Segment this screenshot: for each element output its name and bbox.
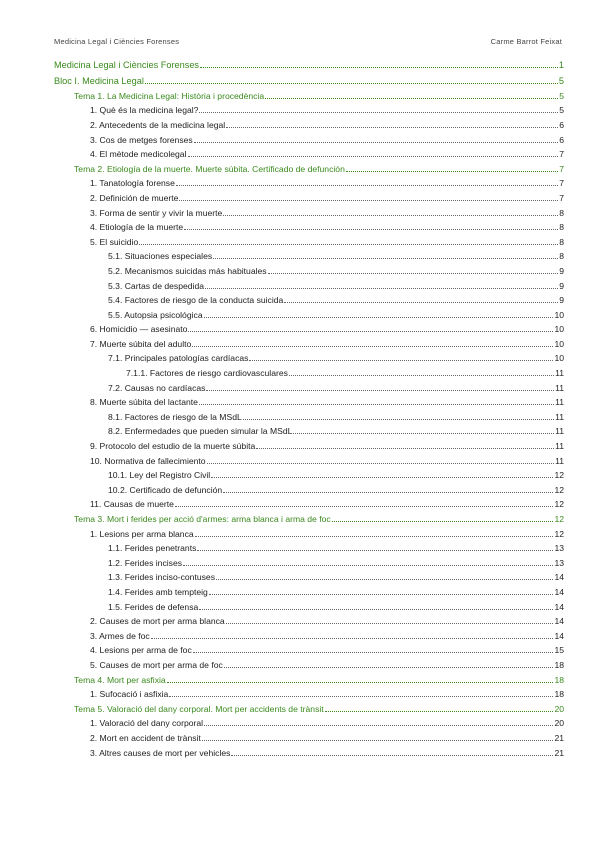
toc-entry-title: 4. Etiología de la muerte bbox=[90, 222, 184, 233]
toc-page-number: 9 bbox=[559, 280, 564, 291]
dot-leader bbox=[289, 375, 554, 376]
dot-leader bbox=[145, 83, 558, 84]
toc-page-number: 8 bbox=[559, 222, 564, 233]
toc-entry-title: 5.1. Situaciones especiales bbox=[108, 251, 213, 262]
toc-entry-title: 4. El mètode medicolegal bbox=[90, 149, 187, 160]
dot-leader bbox=[223, 492, 553, 493]
toc-entry-title: 3. Forma de sentir y vivir la muerte bbox=[90, 207, 223, 218]
toc-entry-title: 11. Causas de muerte bbox=[90, 499, 174, 510]
toc-page-number: 8 bbox=[559, 251, 564, 262]
toc-page-number: 15 bbox=[554, 645, 564, 656]
toc-entry-title: 2. Definición de muerte bbox=[90, 192, 179, 203]
toc-page-number: 7 bbox=[559, 192, 564, 203]
toc-entry-link[interactable] bbox=[54, 744, 564, 759]
toc-entry-title: 1. Lesions per arma blanca bbox=[90, 528, 194, 539]
dot-leader bbox=[226, 127, 558, 128]
toc-page-number: 14 bbox=[554, 630, 564, 641]
toc-entry-link[interactable] bbox=[54, 102, 564, 117]
toc-page-number: 20 bbox=[554, 718, 564, 729]
dot-leader bbox=[211, 477, 553, 478]
toc-page-number: 7 bbox=[559, 163, 564, 174]
toc-entry-title: 1.1. Ferides penetrants bbox=[108, 543, 197, 554]
toc-entry-title: 2. Causes de mort per arma blanca bbox=[90, 616, 225, 627]
toc-entry-link[interactable] bbox=[54, 364, 564, 379]
dot-leader bbox=[179, 200, 558, 201]
toc-entry-link[interactable] bbox=[54, 554, 564, 569]
toc-page-number: 21 bbox=[554, 732, 564, 743]
toc-page-number: 12 bbox=[554, 514, 564, 524]
dot-leader bbox=[199, 404, 554, 405]
toc-entry-title: 10.1. Ley del Registro Civil bbox=[108, 470, 211, 481]
toc-entry-link[interactable] bbox=[54, 423, 564, 438]
toc-page-number: 12 bbox=[554, 470, 564, 481]
toc-entry-title: 1.5. Ferides de defensa bbox=[108, 601, 199, 612]
toc-entry-title: Tema 4. Mort per asfixia bbox=[74, 674, 166, 685]
toc-page-number: 12 bbox=[554, 484, 564, 495]
toc-heading-link[interactable] bbox=[54, 700, 564, 715]
dot-leader bbox=[223, 215, 558, 216]
dot-leader bbox=[193, 652, 554, 653]
toc-entry-link[interactable] bbox=[54, 452, 564, 467]
toc-page-number: 9 bbox=[559, 265, 564, 276]
toc-entry-title: 3. Armes de foc bbox=[90, 630, 150, 641]
toc-entry-link[interactable] bbox=[54, 642, 564, 657]
dot-leader bbox=[216, 579, 553, 580]
toc-entry-title: 1. Valoració del dany corporal bbox=[90, 718, 204, 729]
toc-entry-link[interactable] bbox=[54, 116, 564, 131]
toc-entry-link[interactable] bbox=[54, 715, 564, 730]
toc-page-number: 8 bbox=[559, 207, 564, 218]
toc-heading-link[interactable] bbox=[54, 671, 564, 686]
dot-leader bbox=[199, 112, 558, 113]
toc-entry-link[interactable] bbox=[54, 496, 564, 511]
toc-entry-link[interactable] bbox=[54, 175, 564, 190]
header-title: Medicina Legal i Ciències Forenses bbox=[54, 37, 180, 46]
toc-entry-title: 4. Lesions per arma de foc bbox=[90, 645, 192, 656]
toc-entry-link[interactable] bbox=[54, 627, 564, 642]
toc-page-number: 12 bbox=[554, 528, 564, 539]
dot-leader bbox=[256, 448, 554, 449]
toc-entry-link[interactable] bbox=[54, 335, 564, 350]
toc-entry-title: Tema 2. Etiología de la muerte. Muerte súbita. Certificado de defunción bbox=[74, 163, 345, 174]
toc-page-number: 11 bbox=[555, 411, 564, 422]
toc-page-number: 11 bbox=[555, 426, 564, 437]
toc-entry-title: 1. Sufocació i asfixia bbox=[90, 689, 169, 700]
toc-page-number: 14 bbox=[554, 601, 564, 612]
toc-entry-link[interactable] bbox=[54, 656, 564, 671]
toc-entry-link[interactable] bbox=[54, 729, 564, 744]
toc-entry-link[interactable] bbox=[54, 189, 564, 204]
toc-page-number: 6 bbox=[559, 119, 564, 130]
dot-leader bbox=[207, 463, 554, 464]
toc-page-number: 14 bbox=[554, 586, 564, 597]
toc-entry-title: 7. Muerte súbita del adulto bbox=[90, 338, 192, 349]
toc-entry-link[interactable] bbox=[54, 146, 564, 161]
toc-page-number: 11 bbox=[555, 397, 564, 408]
dot-leader bbox=[213, 258, 558, 259]
dot-leader bbox=[231, 755, 553, 756]
dot-leader bbox=[226, 623, 554, 624]
toc-page-number: 10 bbox=[554, 353, 564, 364]
toc-entry-title: 1.4. Ferides amb tempteig bbox=[108, 586, 208, 597]
dot-leader bbox=[332, 521, 554, 522]
dot-leader bbox=[192, 346, 553, 347]
toc-page-number: 5 bbox=[558, 76, 564, 87]
dot-leader bbox=[200, 67, 558, 68]
toc-entry-title: 7.1. Principales patologías cardíacas bbox=[108, 353, 249, 364]
toc-page-number: 7 bbox=[559, 149, 564, 160]
toc-page-number: 10 bbox=[554, 324, 564, 335]
toc-entry-link[interactable] bbox=[54, 262, 564, 277]
dot-leader bbox=[195, 536, 554, 537]
toc-entry-title: 5.3. Cartas de despedida bbox=[108, 280, 205, 291]
toc-entry-link[interactable] bbox=[54, 686, 564, 701]
dot-leader bbox=[197, 550, 553, 551]
toc-heading-link[interactable] bbox=[54, 87, 564, 102]
toc-entry-link[interactable] bbox=[54, 583, 564, 598]
toc-entry-title: 1.3. Ferides inciso-contuses bbox=[108, 572, 215, 583]
toc-entry-title: 1. Tanatología forense bbox=[90, 178, 175, 189]
dot-leader bbox=[202, 740, 554, 741]
toc-entry-title: 2. Mort en accident de trànsit bbox=[90, 732, 201, 743]
toc-entry-link[interactable] bbox=[54, 248, 564, 263]
toc-page-number: 10 bbox=[554, 338, 564, 349]
dot-leader bbox=[325, 711, 554, 712]
dot-leader bbox=[194, 142, 559, 143]
dot-leader bbox=[176, 185, 558, 186]
toc-page-number: 5 bbox=[559, 105, 564, 116]
toc-entry-title: 1.2. Ferides incises bbox=[108, 557, 183, 568]
toc-entry-link[interactable] bbox=[54, 408, 564, 423]
dot-leader bbox=[188, 331, 553, 332]
dot-leader bbox=[293, 433, 554, 434]
toc-entry-link[interactable] bbox=[54, 467, 564, 482]
dot-leader bbox=[204, 725, 553, 726]
running-header bbox=[54, 37, 562, 49]
toc-entry-title: 5.5. Autopsia psicológica bbox=[108, 309, 203, 320]
toc-entry-title: 5.2. Mecanismos suicidas más habituales bbox=[108, 265, 267, 276]
toc-page-number: 8 bbox=[559, 236, 564, 247]
dot-leader bbox=[183, 565, 553, 566]
toc-entry-link[interactable] bbox=[54, 277, 564, 292]
toc-entry-title: 10. Normativa de fallecimiento bbox=[90, 455, 206, 466]
toc-entry-title: 8.1. Factores de riesgo de la MSdL bbox=[108, 411, 242, 422]
toc-entry-link[interactable] bbox=[54, 204, 564, 219]
dot-leader bbox=[268, 273, 559, 274]
header-author: Carme Barrot Feixat bbox=[490, 37, 562, 46]
toc-page-number: 11 bbox=[555, 382, 564, 393]
toc-entry-title: 3. Altres causes de mort per vehicles bbox=[90, 747, 231, 758]
toc-page-number: 12 bbox=[554, 499, 564, 510]
toc-heading-link[interactable] bbox=[54, 73, 564, 88]
dot-leader bbox=[188, 156, 559, 157]
toc-page-number: 11 bbox=[555, 455, 564, 466]
dot-leader bbox=[249, 360, 553, 361]
dot-leader bbox=[265, 98, 558, 99]
toc-entry-link[interactable] bbox=[54, 379, 564, 394]
toc-page-number: 6 bbox=[559, 134, 564, 145]
toc-entry-title: Tema 5. Valoració del dany corporal. Mort per accidents de trànsit bbox=[74, 703, 324, 714]
toc-page-number: 14 bbox=[554, 572, 564, 583]
toc-page-number: 11 bbox=[555, 368, 564, 379]
toc-entry-title: 5. Causes de mort per arma de foc bbox=[90, 659, 223, 670]
toc-entry-title: Tema 1. La Medicina Legal: Història i procedència bbox=[74, 90, 265, 101]
toc-entry-link[interactable] bbox=[54, 233, 564, 248]
toc-entry-title: 2. Antecedents de la medicina legal bbox=[90, 119, 226, 130]
dot-leader bbox=[139, 244, 558, 245]
dot-leader bbox=[204, 317, 554, 318]
toc-page-number: 10 bbox=[554, 309, 564, 320]
dot-leader bbox=[167, 682, 554, 683]
toc-entry-link[interactable] bbox=[54, 525, 564, 540]
toc-entry-title: 10.2. Certificado de defunción bbox=[108, 484, 223, 495]
toc-page-number: 11 bbox=[555, 441, 564, 452]
toc-entry-title: Bloc I. Medicina Legal bbox=[54, 76, 144, 87]
toc-heading-link[interactable] bbox=[54, 56, 564, 71]
toc-entry-link[interactable] bbox=[54, 437, 564, 452]
toc-entry-title: 6. Homicidio — asesinato bbox=[90, 324, 188, 335]
toc-entry-title: 7.1.1. Factores de riesgo cardiovasculares bbox=[126, 368, 288, 379]
toc-entry-title: 7.2. Causas no cardíacas bbox=[108, 382, 206, 393]
toc-entry-link[interactable] bbox=[54, 350, 564, 365]
toc-page-number: 1 bbox=[558, 59, 564, 70]
dot-leader bbox=[206, 390, 554, 391]
toc-entry-link[interactable] bbox=[54, 131, 564, 146]
toc-entry-link[interactable] bbox=[54, 219, 564, 234]
dot-leader bbox=[199, 609, 553, 610]
toc-entry-link[interactable] bbox=[54, 321, 564, 336]
toc-entry-link[interactable] bbox=[54, 569, 564, 584]
toc-entry-link[interactable] bbox=[54, 613, 564, 628]
toc-page-number: 7 bbox=[559, 178, 564, 189]
toc-entry-title: Medicina Legal i Ciències Forenses bbox=[54, 59, 200, 70]
toc-page-number: 9 bbox=[559, 295, 564, 306]
toc-entry-title: Tema 3. Mort i ferides per acció d'armes: arma blanca i arma de foc bbox=[74, 514, 331, 524]
dot-leader bbox=[243, 419, 554, 420]
dot-leader bbox=[284, 302, 558, 303]
toc-entry-title: 9. Protocolo del estudio de la muerte súbita bbox=[90, 441, 256, 452]
dot-leader bbox=[205, 288, 558, 289]
toc-heading-link[interactable] bbox=[54, 160, 564, 175]
toc-entry-link[interactable] bbox=[54, 481, 564, 496]
toc-page-number: 13 bbox=[554, 557, 564, 568]
toc-page-number: 18 bbox=[554, 689, 564, 700]
toc-entry-link[interactable] bbox=[54, 292, 564, 307]
toc-entry-title: 8. Muerte súbita del lactante bbox=[90, 397, 198, 408]
dot-leader bbox=[224, 667, 554, 668]
toc-entry-title: 3. Cos de metges forenses bbox=[90, 134, 193, 145]
toc-entry-title: 8.2. Enfermedades que pueden simular la MSdL bbox=[108, 426, 293, 437]
toc-entry-link[interactable] bbox=[54, 394, 564, 409]
toc-entry-title: 5. El suicidio bbox=[90, 236, 139, 247]
dot-leader bbox=[151, 638, 554, 639]
toc-page-number: 20 bbox=[554, 703, 564, 714]
toc-page-number: 18 bbox=[554, 659, 564, 670]
dot-leader bbox=[175, 506, 554, 507]
toc-entry-link[interactable] bbox=[54, 598, 564, 613]
toc-page-number: 5 bbox=[559, 90, 564, 101]
toc-heading-link[interactable] bbox=[54, 510, 564, 525]
dot-leader bbox=[184, 229, 558, 230]
toc-page-number: 21 bbox=[554, 747, 564, 758]
toc-page-number: 13 bbox=[554, 543, 564, 554]
toc-page-number: 18 bbox=[554, 674, 564, 685]
toc-entry-link[interactable] bbox=[54, 540, 564, 555]
dot-leader bbox=[169, 696, 553, 697]
dot-leader bbox=[346, 171, 558, 172]
toc-entry-link[interactable] bbox=[54, 306, 564, 321]
toc-page-number: 14 bbox=[554, 616, 564, 627]
toc-entry-title: 1. Què és la medicina legal? bbox=[90, 105, 199, 116]
dot-leader bbox=[209, 594, 554, 595]
toc-entry-title: 5.4. Factores de riesgo de la conducta suicida bbox=[108, 295, 284, 306]
table-of-contents bbox=[54, 56, 564, 759]
